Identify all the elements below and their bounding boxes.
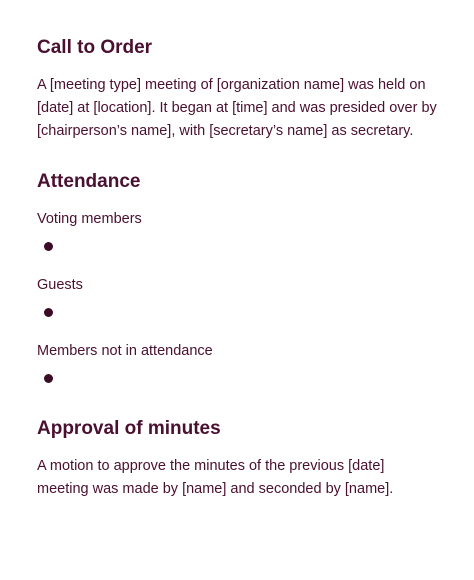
- call-to-order-section: [37, 36, 437, 143]
- bullet-icon: [44, 374, 53, 383]
- attendance-section: [37, 170, 437, 390]
- document: [37, 36, 437, 501]
- bullet-icon: [44, 308, 53, 317]
- bullet-icon: [44, 242, 53, 251]
- approval-of-minutes-section: [37, 417, 437, 501]
- call-to-order-heading[interactable]: Call to Order: [37, 37, 153, 58]
- guests-list-item[interactable]: [37, 302, 437, 324]
- guests-label[interactable]: Guests: [37, 277, 83, 293]
- approval-of-minutes-heading[interactable]: Approval of minutes: [37, 418, 221, 439]
- voting-members-label[interactable]: Voting members: [37, 211, 142, 227]
- members-not-in-attendance-label[interactable]: Members not in attendance: [37, 343, 213, 359]
- call-to-order-paragraph[interactable]: A [meeting type] meeting of [organization name] was held on [date] at [location]. It began at [time] and was presided over by [chairperson’s name], with [secretary’s name] as secretary.: [37, 77, 437, 139]
- voting-members-list-item[interactable]: [37, 236, 437, 258]
- approval-of-minutes-paragraph[interactable]: A motion to approve the minutes of the previous [date] meeting was made by [name] and seconded by [name].: [37, 458, 394, 497]
- attendance-heading[interactable]: Attendance: [37, 171, 141, 192]
- members-not-in-attendance-list-item[interactable]: [37, 368, 437, 390]
